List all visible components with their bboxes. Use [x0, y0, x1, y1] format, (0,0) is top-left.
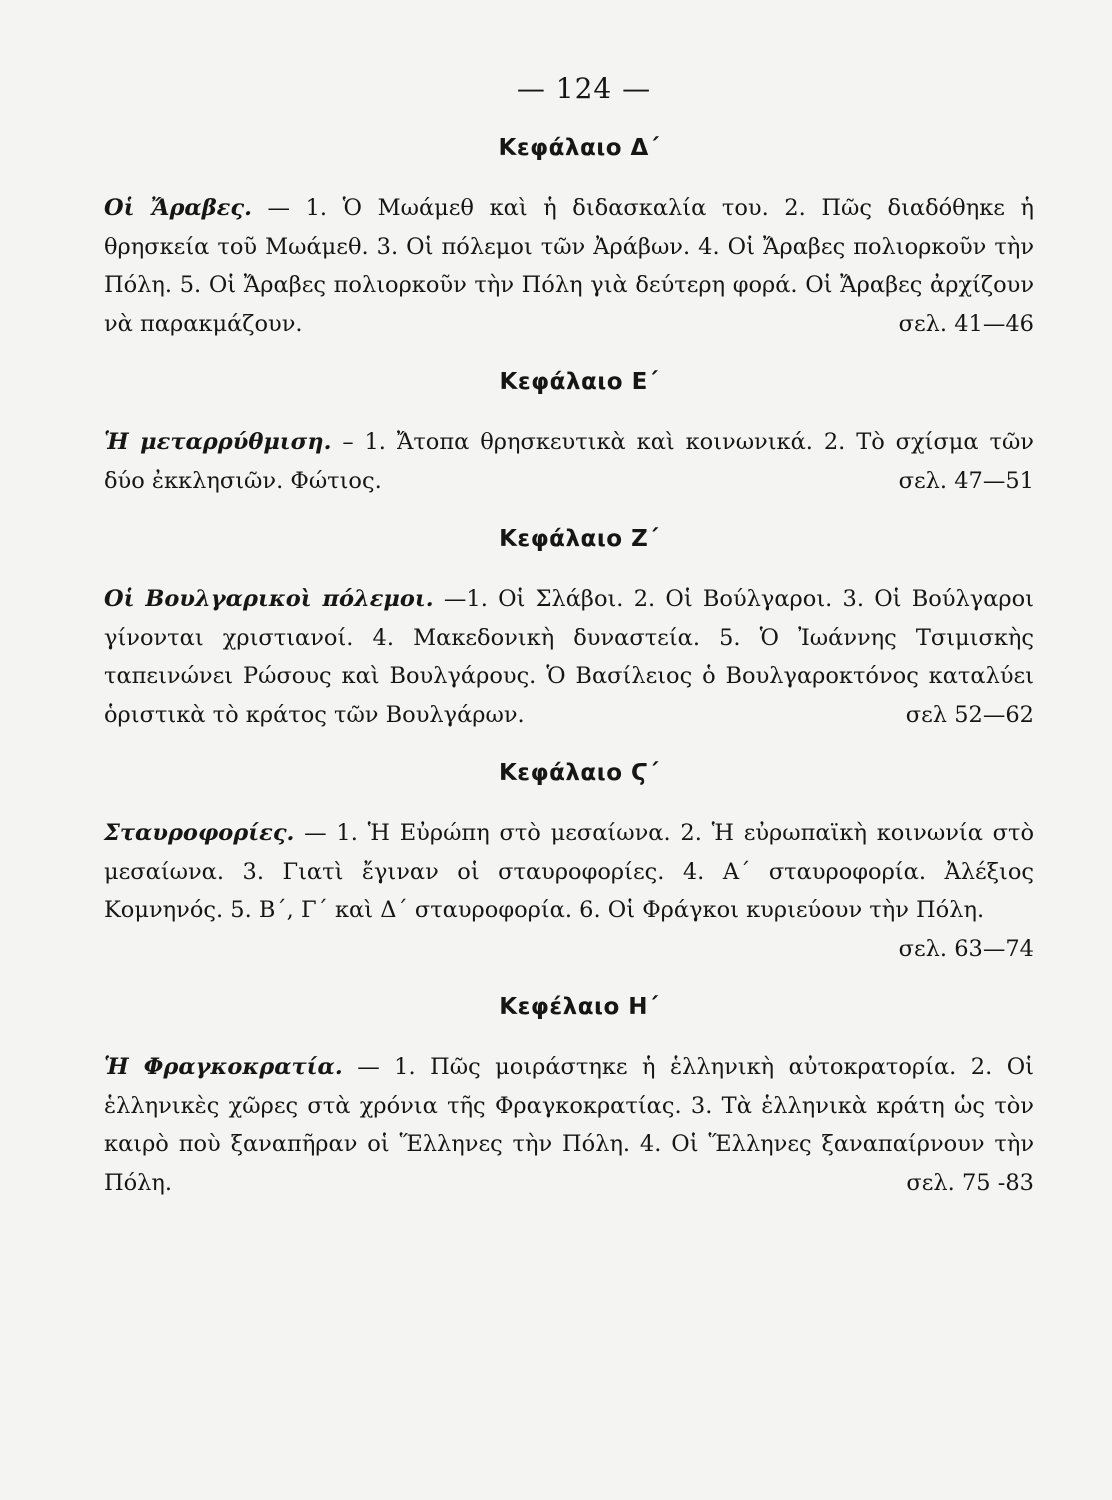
chapter-contents: — 1. Πῶς μοιράστηκε ἡ ἑλληνικὴ αὐτοκρατορία. 2. Οἱ ἑλληνικὲς χῶρες στὰ χρόνια τῆς Φραγκοκρατίας. 3. Τὰ ἑλληνικὰ κράτη ὡς τὸν καιρὸ ποὺ ξαναπῆραν οἱ Ἕλληνες τὴν Πόλη. 4. Οἱ Ἕλληνες ξαναπαίρνουν τὴν Πόλη.	[104, 1054, 1035, 1196]
chapter-entry	[104, 1048, 1034, 1202]
page-number: — 124 —	[516, 72, 652, 105]
chapter-topic: Σταυροφορίες.	[104, 820, 295, 846]
chapter-entry	[104, 423, 1034, 500]
chapter-contents: —1. Οἱ Σλάβοι. 2. Οἱ Βούλγαροι. 3. Οἱ Βούλγαροι γίνονται χριστιανοί. 4. Μακεδονικὴ δυναστεία. 5. Ὁ Ἰωάννης Τσιμισκὴς ταπεινώνει Ρώσους καὶ Βουλγάρους. Ὁ Βασίλειος ὁ Βουλγαροκτόνος καταλύει ὁριστικὰ τὸ κράτος τῶν Βουλγάρων.	[104, 586, 1034, 728]
chapter-heading: Κεφέλαιο Η΄	[499, 994, 659, 1020]
chapter-contents: — 1. Ὁ Μωάμεθ καὶ ἡ διδασκαλία του. 2. Πῶς διαδόθηκε ἡ θρησκεία τοῦ Μωάμεθ. 3. Οἱ πόλεμοι τῶν Ἀράβων. 4. Οἱ Ἄραβες πολιορκοῦν τὴν Πόλη. 5. Οἱ Ἄραβες πολιορκοῦν τὴν Πόλη γιὰ δεύτερη φορά. Οἱ Ἄραβες ἀρχίζουν νὰ παρακμάζουν.	[104, 195, 1034, 337]
chapter-heading: Κεφάλαιο Ζ΄	[499, 526, 659, 552]
chapter-entry	[104, 189, 1034, 343]
chapter-heading: Κεφάλαιο Δ΄	[498, 135, 660, 161]
chapter-heading: Κεφάλαιο Ϛ΄	[498, 760, 660, 786]
page-range: σελ. 75 -83	[906, 1169, 1034, 1196]
page-range: σελ. 47—51	[898, 467, 1034, 494]
chapter-heading: Κεφάλαιο Ε΄	[499, 369, 659, 395]
chapter-entry	[104, 580, 1034, 734]
chapter-entry	[104, 814, 1034, 968]
chapter-contents: — 1. Ἡ Εὐρώπη στὸ μεσαίωνα. 2. Ἡ εὐρωπαϊκὴ κοινωνία στὸ μεσαίωνα. 3. Γιατὶ ἔγιναν οἱ σταυροφορίες. 4. Α΄ σταυροφορία. Ἀλέξιος Κομνηνός. 5. Β΄, Γ΄ καὶ Δ΄ σταυροφορία. 6. Οἱ Φράγκοι κυριεύουν τὴν Πόλη.	[104, 820, 1035, 923]
chapter-topic: Οἱ Βουλγαρικοὶ πόλεμοι.	[104, 586, 434, 612]
chapter-contents: – 1. Ἄτοπα θρησκευτικὰ καὶ κοινωνικά. 2. Τὸ σχίσμα τῶν δύο ἐκκλησιῶν. Φώτιος.	[104, 429, 1034, 494]
page-range: σελ 52—62	[905, 701, 1034, 728]
chapter-topic: Ἡ μεταρρύθμιση.	[104, 429, 332, 455]
page-range: σελ. 41—46	[898, 310, 1034, 337]
chapter-topic: Οἱ Ἄραβες.	[104, 195, 252, 221]
page-range: σελ. 63—74	[898, 935, 1034, 962]
chapter-topic: Ἡ Φραγκοκρατία.	[104, 1054, 343, 1080]
